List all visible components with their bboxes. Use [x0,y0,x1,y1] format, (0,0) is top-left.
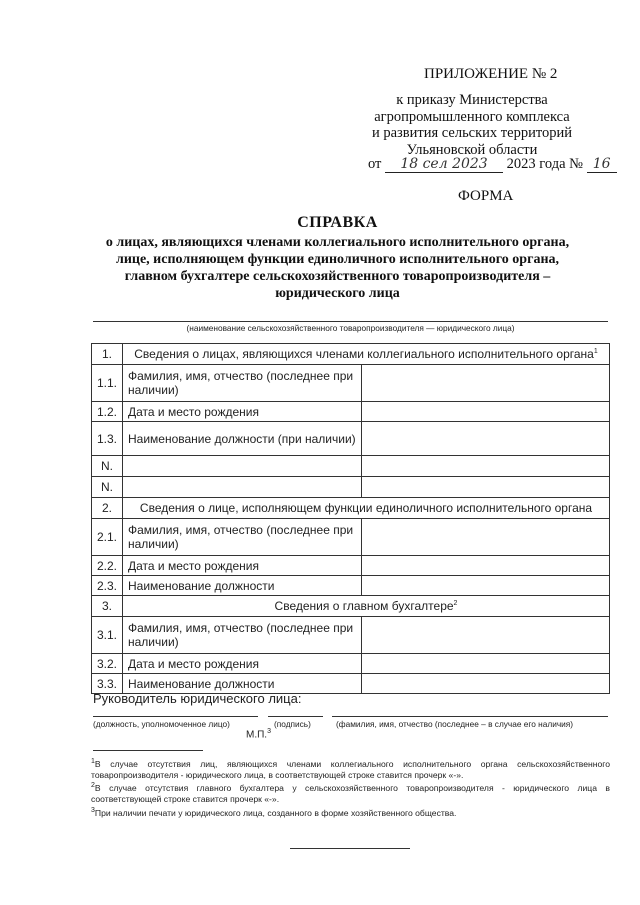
form-label: ФОРМА [458,188,514,204]
row-value-cell[interactable] [362,576,610,596]
name-line[interactable] [332,716,608,717]
order-date-line [368,156,617,173]
head-label: Руководитель юридического лица: [93,691,302,706]
row-value-cell[interactable] [362,617,610,654]
org-name-caption: (наименование сельскохозяйственного товаропроизводителя — юридического лица) [186,323,515,333]
row-number: 1.3. [92,422,123,456]
position-line[interactable] [93,716,258,717]
info-table [91,343,610,694]
row-number: 1.2. [92,402,123,422]
row-label: Дата и место рождения [123,654,362,674]
header-line: агропромышленного комплекса [374,108,570,125]
row-label: Наименование должности (при наличии) [123,422,362,456]
row-label: Дата и место рождения [123,556,362,576]
table-row [92,365,610,402]
table-row [92,477,610,498]
appendix-title: ПРИЛОЖЕНИЕ № 2 [424,66,558,82]
title-line: лице, исполняющем функции единоличного исполнительного органа, [115,252,560,267]
table-row [92,654,610,674]
section-header: Сведения о лице, исполняющем функции единоличного исполнительного органа [123,498,610,519]
footnote-separator [93,750,203,751]
title-line: главном бухгалтере сельскохозяйственного товаропроизводителя – [124,269,551,284]
table-row [92,556,610,576]
row-number: N. [92,456,123,477]
title-line: юридического лица [275,286,400,301]
signature-caption: (подпись) [274,719,311,729]
row-label [123,456,362,477]
row-number: 1. [92,344,123,365]
footnote: $^1$В случае отсутствия лиц, являющихся членами коллегиального исполнительного органа сельскохозяйственного товаропроизводителя - юридического лица, в соответствующей строке ставится прочерк «-». [91,758,610,781]
date-prefix: от [368,156,382,172]
row-label: Фамилия, имя, отчество (последнее при наличии) [123,519,362,556]
table-row [92,617,610,654]
header-block [352,92,592,158]
row-number: 2. [92,498,123,519]
row-value-cell[interactable] [362,422,610,456]
row-number: 1.1. [92,365,123,402]
header-line: и развития сельских территорий [371,125,572,141]
row-value-cell[interactable] [362,654,610,674]
row-value-cell[interactable] [362,402,610,422]
section-header: Сведения о главном бухгалтере$^2$ [123,596,610,617]
row-number: 3.1. [92,617,123,654]
table-row-section [92,596,610,617]
row-label: Наименование должности [123,674,362,694]
row-label: Наименование должности [123,576,362,596]
footnote: $^3$При наличии печати у юридического лица, созданного в форме хозяйственного общества. [91,807,457,818]
handwritten-date: 18 сел 2023 [385,156,503,173]
footnote: $^2$В случае отсутствия главного бухгалтера у сельскохозяйственного товаропроизводителя - юридического лица в соответствующей строке ставится прочерк «-». [91,782,610,805]
row-number: 3.3. [92,674,123,694]
row-value-cell[interactable] [362,556,610,576]
row-number: 2.1. [92,519,123,556]
stamp-label: М.П.$^3$ [246,728,271,741]
header-line: Ульяновской области [406,141,538,158]
table-row-section [92,498,610,519]
name-caption: (фамилия, имя, отчество (последнее – в случае его наличия) [336,719,574,729]
section-header: Сведения о лицах, являющихся членами коллегиального исполнительного органа$^1$ [123,344,610,365]
table-row [92,402,610,422]
row-value-cell[interactable] [362,674,610,694]
header-line: к приказу Министерства [396,92,548,108]
row-value-cell[interactable] [362,365,610,402]
row-number: 2.2. [92,556,123,576]
org-name-field[interactable] [93,317,608,322]
year-text: 2023 года № [506,156,583,172]
row-value-cell[interactable] [362,477,610,498]
title-line: о лицах, являющихся членами коллегиального исполнительного органа, [105,235,570,250]
table-row [92,519,610,556]
row-number: 3.2. [92,654,123,674]
row-label: Фамилия, имя, отчество (последнее при наличии) [123,617,362,654]
table-row [92,456,610,477]
position-caption: (должность, уполномоченное лицо) [93,719,230,729]
table-row [92,576,610,596]
table-row [92,422,610,456]
row-label: Фамилия, имя, отчество (последнее при наличии) [123,365,362,402]
bottom-divider [290,848,410,849]
row-number: 3. [92,596,123,617]
row-number: 2.3. [92,576,123,596]
table-row-section [92,344,610,365]
document-title [70,214,605,302]
title-main: СПРАВКА [297,214,378,231]
row-label [123,477,362,498]
handwritten-number: 16 [587,156,617,173]
row-number: N. [92,477,123,498]
signature-line[interactable] [268,716,323,717]
row-value-cell[interactable] [362,456,610,477]
row-label: Дата и место рождения [123,402,362,422]
row-value-cell[interactable] [362,519,610,556]
